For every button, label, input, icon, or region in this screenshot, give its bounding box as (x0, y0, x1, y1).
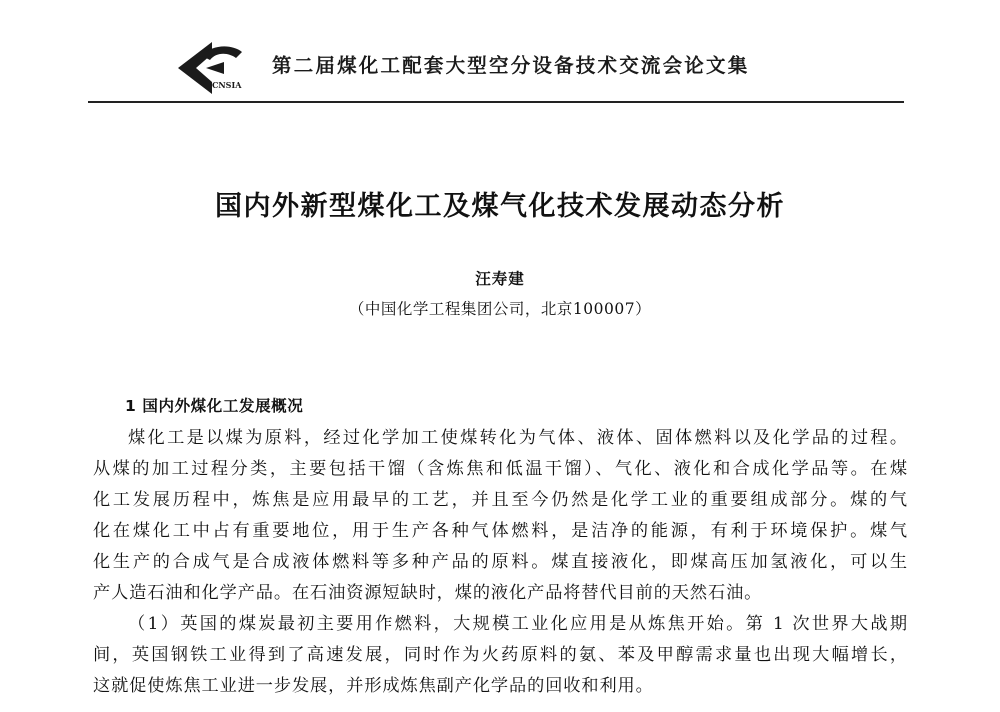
body-text (93, 423, 908, 702)
logo-text: CNSIA (212, 80, 242, 90)
text-line: 这就促使炼焦工业进一步发展，并形成炼焦副产化学品的回收和利用。 (93, 676, 654, 696)
text-line: 化在煤化工中占有重要地位，用于生产各种气体燃料，是洁净的能源，有利于环境保护。煤气 (93, 521, 908, 541)
text-line: 煤化工是以煤为原料，经过化学加工使煤转化为气体、液体、固体燃料以及化学品的过程。 (128, 428, 908, 448)
text-line: 从煤的加工过程分类，主要包括干馏（含炼焦和低温干馏）、气化、液化和合成化学品等。在煤 (93, 459, 908, 479)
text-line: 间，英国钢铁工业得到了高速发展，同时作为火药原料的氨、苯及甲醇需求量也出现大幅增长， (93, 645, 908, 665)
cnsia-logo (172, 34, 248, 100)
author-affiliation: （中国化学工程集团公司，北京100007） (348, 300, 652, 318)
text-line: 化生产的合成气是合成液体燃料等多种产品的原料。煤直接液化，即煤高压加氢液化，可以生 (93, 552, 908, 572)
running-header (88, 28, 900, 106)
proceedings-title: 第二届煤化工配套大型空分设备技术交流会论文集 (272, 54, 750, 77)
text-line: 产人造石油和化学产品。在石油资源短缺时，煤的液化产品将替代目前的天然石油。 (93, 583, 763, 603)
cnsia-logo-icon (172, 34, 248, 100)
paper-title: 国内外新型煤化工及煤气化技术发展动态分析 (215, 191, 785, 222)
author-name: 汪寿建 (475, 270, 525, 288)
header-divider (88, 101, 904, 103)
text-line: 化工发展历程中，炼焦是应用最早的工艺，并且至今仍然是化学工业的重要组成部分。煤的气 (93, 490, 908, 510)
text-line: （1）英国的煤炭最初主要用作燃料，大规模工业化应用是从炼焦开始。第 1 次世界大战期 (128, 614, 908, 634)
section-heading: 1 国内外煤化工发展概况 (125, 397, 304, 415)
